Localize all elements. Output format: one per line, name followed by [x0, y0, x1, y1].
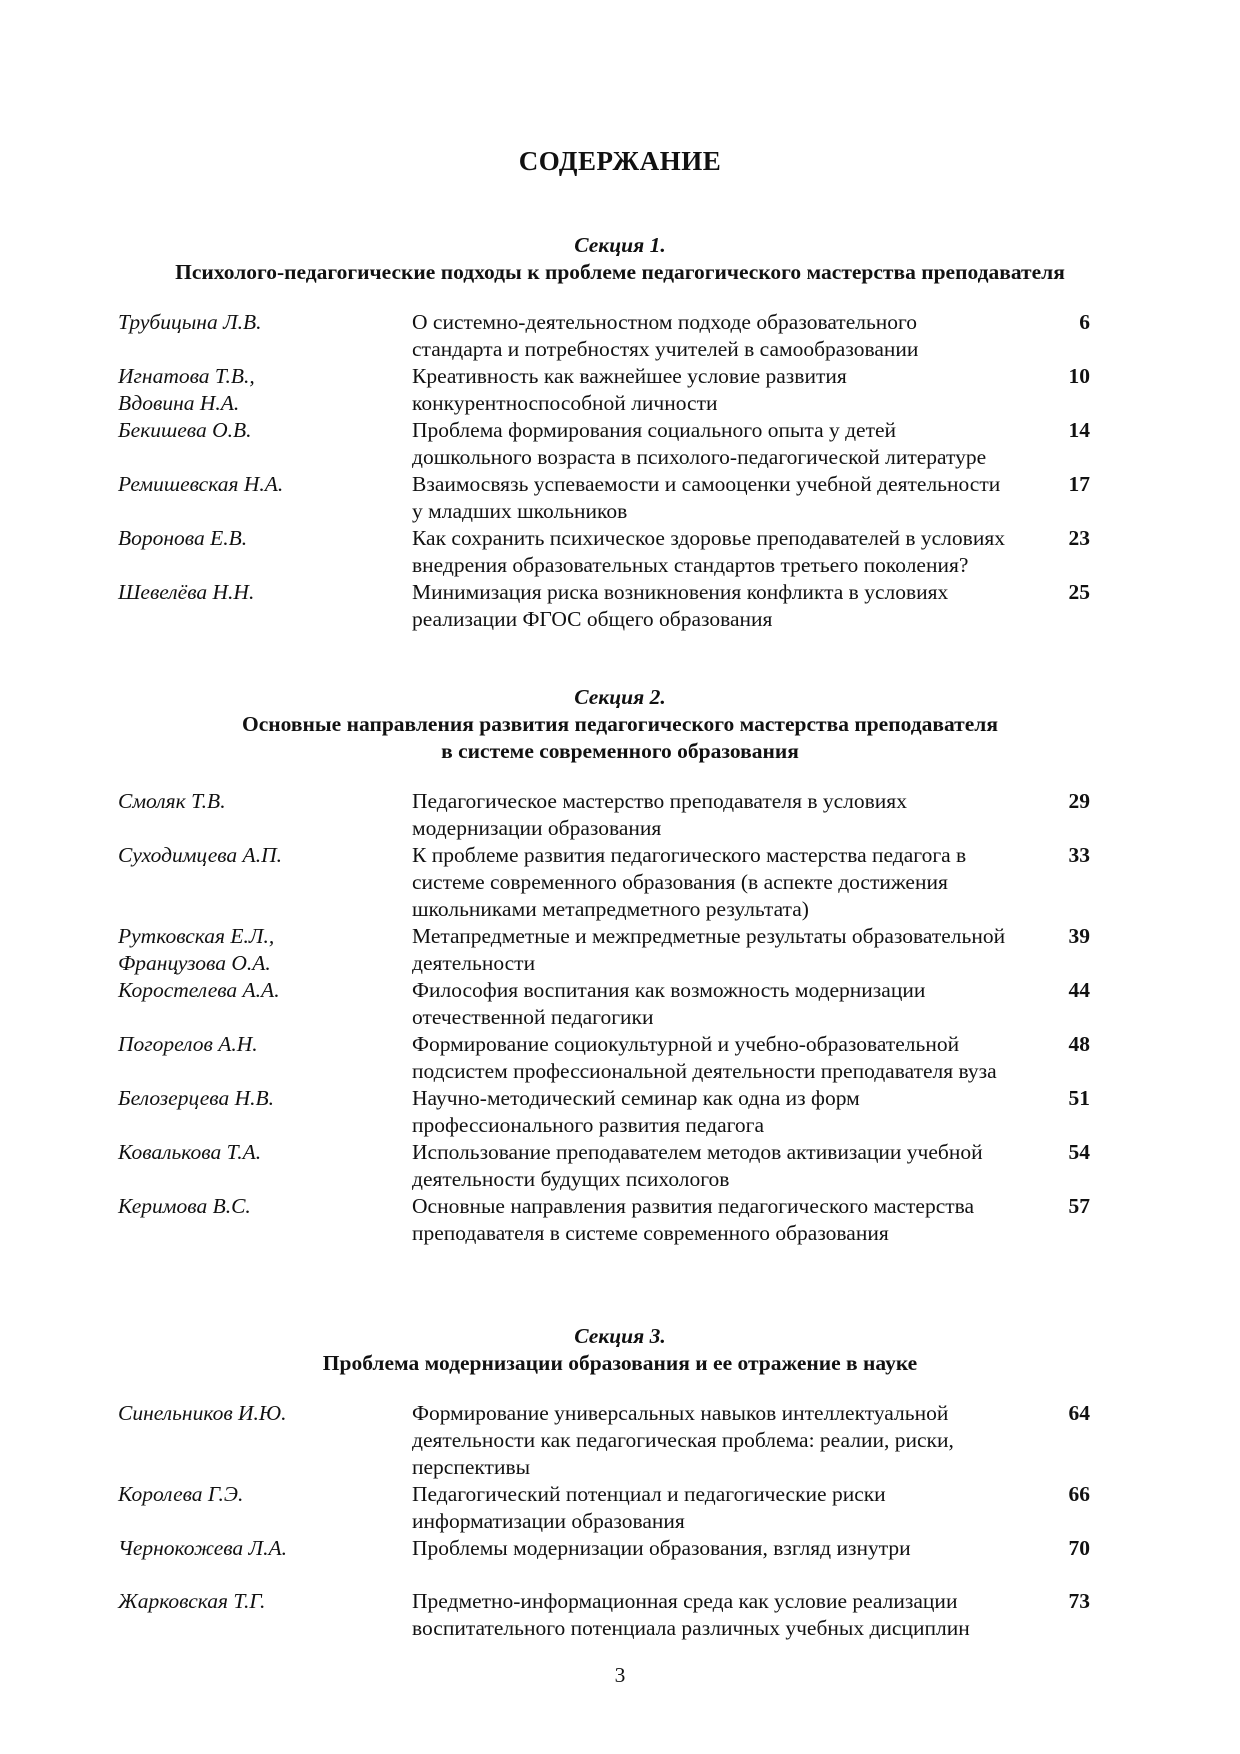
entry-page-number: 39 [1068, 924, 1090, 948]
toc-entry[interactable] [118, 1193, 1122, 1247]
entry-topic: Использование преподавателем методов активизации учебной деятельности будущих психологов [412, 1140, 983, 1191]
entry-page-number: 33 [1068, 843, 1090, 867]
entry-author: Чернокожева Л.А. [118, 1536, 287, 1560]
toc-entry[interactable] [118, 1031, 1122, 1085]
toc-entry[interactable] [118, 977, 1122, 1031]
toc-entry[interactable] [118, 788, 1122, 842]
section-title: Проблема модернизации образования и ее отражение в науке [322, 1351, 918, 1375]
toc-entry[interactable] [118, 1085, 1122, 1139]
toc-entry[interactable] [118, 923, 1122, 977]
entry-topic: Проблемы модернизации образования, взгляд изнутри [412, 1536, 911, 1560]
toc-entry[interactable] [118, 579, 1122, 633]
entry-page-number: 70 [1068, 1536, 1090, 1560]
entry-topic: Взаимосвязь успеваемости и самооценки учебной деятельности у младших школьников [412, 472, 1001, 523]
entry-author: Игнатова Т.В., Вдовина Н.А. [118, 364, 255, 415]
entry-page-number: 10 [1068, 364, 1090, 388]
toc-entry[interactable] [118, 471, 1122, 525]
section-2 [118, 684, 1122, 1247]
section-heading [118, 1323, 1122, 1377]
entry-author: Воронова Е.В. [118, 526, 248, 550]
entry-page-number: 17 [1068, 472, 1090, 496]
entry-author: Суходимцева А.П. [118, 843, 282, 867]
toc-entry[interactable] [118, 417, 1122, 471]
entry-author: Жарковская Т.Г. [118, 1589, 266, 1613]
entry-author: Смоляк Т.В. [118, 789, 226, 813]
entry-topic: Научно-методический семинар как одна из форм профессионального развития педагога [412, 1086, 860, 1137]
entry-page-number: 57 [1068, 1194, 1090, 1218]
section-number: Секция 3. [574, 1324, 666, 1348]
entry-topic: К проблеме развития педагогического мастерства педагога в системе современного образования (в аспекте достижения школьниками метапредметного результата) [412, 843, 967, 921]
entry-topic: Педагогический потенциал и педагогические риски информатизации образования [412, 1482, 886, 1533]
entry-author: Ковалькова Т.А. [118, 1140, 262, 1164]
entry-topic: Предметно-информационная среда как условие реализации воспитательного потенциала различных учебных дисциплин [412, 1589, 970, 1640]
toc-entry[interactable] [118, 309, 1122, 363]
entry-page-number: 64 [1068, 1401, 1090, 1425]
entry-author: Белозерцева Н.В. [118, 1086, 275, 1110]
entry-page-number: 6 [1079, 310, 1090, 334]
section-title: Психолого-педагогические подходы к проблеме педагогического мастерства преподавателя [175, 260, 1065, 284]
toc-entries [118, 309, 1122, 633]
entry-topic: Креативность как важнейшее условие развития конкурентноспособной личности [412, 364, 847, 415]
entry-page-number: 73 [1068, 1589, 1090, 1613]
entry-topic: Как сохранить психическое здоровье преподавателей в условиях внедрения образовательных стандартов третьего поколения? [412, 526, 1005, 577]
entry-page-number: 48 [1068, 1032, 1090, 1056]
entry-author: Синельников И.Ю. [118, 1401, 287, 1425]
section-3 [118, 1323, 1122, 1642]
toc-entries [118, 1400, 1122, 1642]
toc-entry[interactable] [118, 1535, 1122, 1562]
entry-topic: Формирование универсальных навыков интеллектуальной деятельности как педагогическая проблема: реалии, риски, перспективы [412, 1401, 954, 1479]
section-number: Секция 1. [574, 233, 666, 257]
toc-entry[interactable] [118, 1588, 1122, 1642]
entry-topic: Метапредметные и межпредметные результаты образовательной деятельности [412, 924, 1006, 975]
section-heading [118, 684, 1122, 765]
entry-author: Королева Г.Э. [118, 1482, 244, 1506]
section-number: Секция 2. [574, 685, 666, 709]
section-1 [118, 232, 1122, 633]
entry-page-number: 51 [1068, 1086, 1090, 1110]
entry-page-number: 23 [1068, 526, 1090, 550]
toc-entry[interactable] [118, 525, 1122, 579]
entry-page-number: 66 [1068, 1482, 1090, 1506]
toc-entry[interactable] [118, 1139, 1122, 1193]
entry-author: Бекишева О.В. [118, 418, 252, 442]
toc-entry[interactable] [118, 1400, 1122, 1481]
entry-topic: Основные направления развития педагогического мастерства преподавателя в системе современного образования [412, 1194, 975, 1245]
section-heading [118, 232, 1122, 286]
page-number: 3 [614, 1663, 626, 1687]
section-title: в системе современного образования [441, 739, 799, 763]
entry-page-number: 29 [1068, 789, 1090, 813]
entry-topic: О системно-деятельностном подходе образовательного стандарта и потребностях учителей в самообразовании [412, 310, 919, 361]
entry-author: Коростелева А.А. [118, 978, 280, 1002]
entry-author: Ремишевская Н.А. [118, 472, 284, 496]
page-title: СОДЕРЖАНИЕ [518, 146, 722, 176]
toc-entry[interactable] [118, 842, 1122, 923]
entry-page-number: 14 [1068, 418, 1090, 442]
entry-author: Шевелёва Н.Н. [118, 580, 255, 604]
entry-topic: Минимизация риска возникновения конфликта в условиях реализации ФГОС общего образования [412, 580, 949, 631]
entry-page-number: 54 [1068, 1140, 1090, 1164]
entry-page-number: 44 [1068, 978, 1090, 1002]
entry-topic: Философия воспитания как возможность модернизации отечественной педагогики [412, 978, 926, 1029]
entry-author: Керимова В.С. [118, 1194, 251, 1218]
entry-topic: Педагогическое мастерство преподавателя в условиях модернизации образования [412, 789, 907, 840]
toc-entry[interactable] [118, 363, 1122, 417]
entry-page-number: 25 [1068, 580, 1090, 604]
entry-author: Трубицына Л.В. [118, 310, 262, 334]
entry-author: Рутковская Е.Л., Французова О.А. [118, 924, 275, 975]
toc-entries [118, 788, 1122, 1247]
entry-author: Погорелов А.Н. [118, 1032, 258, 1056]
section-title: Основные направления развития педагогического мастерства преподавателя [242, 712, 998, 736]
entry-topic: Формирование социокультурной и учебно-образовательной подсистем профессиональной деятельности преподавателя вуза [412, 1032, 997, 1083]
toc-entry[interactable] [118, 1481, 1122, 1535]
entry-topic: Проблема формирования социального опыта у детей дошкольного возраста в психолого-педагогической литературе [412, 418, 987, 469]
